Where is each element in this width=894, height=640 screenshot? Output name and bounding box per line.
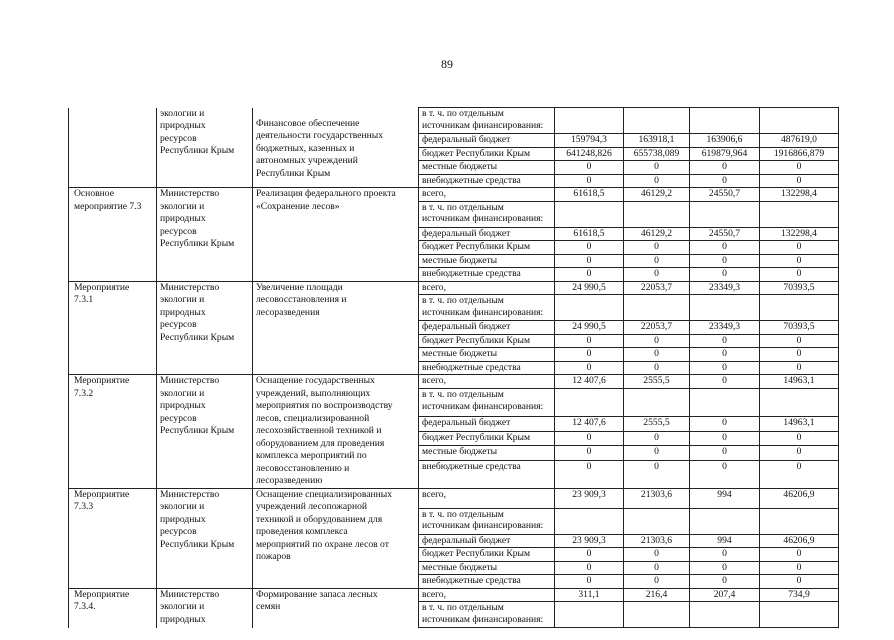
value-2023-cell: 0 <box>624 334 690 348</box>
funding-source-cell: в т. ч. по отдельным источникам финансирования: <box>419 389 555 417</box>
value-total-cell: 0 <box>760 548 839 562</box>
value-2023-cell: 0 <box>624 561 690 575</box>
value-2024-cell <box>690 602 760 628</box>
value-2023-cell: 0 <box>624 268 690 282</box>
value-2024-cell: 0 <box>690 561 760 575</box>
value-2023-cell: 0 <box>624 575 690 589</box>
value-total-cell: 70393,5 <box>760 281 839 295</box>
table-row <box>69 108 839 134</box>
value-2024-cell: 0 <box>690 334 760 348</box>
table-row <box>69 188 839 202</box>
value-total-cell: 0 <box>760 254 839 268</box>
value-2024-cell: 163906,6 <box>690 134 760 148</box>
value-2022-cell: 0 <box>555 575 624 589</box>
value-total-cell: 0 <box>760 348 839 362</box>
funding-source-cell: внебюджетные средства <box>419 460 555 488</box>
funding-source-cell: федеральный бюджет <box>419 134 555 148</box>
value-total-cell: 0 <box>760 268 839 282</box>
value-2024-cell: 0 <box>690 254 760 268</box>
value-2022-cell: 23 909,3 <box>555 534 624 548</box>
value-2022-cell: 159794,3 <box>555 134 624 148</box>
block-description: Оснащение государственных учреждений, выполняющих мероприятия по воспроизводству лесов, специализированной лесохозяйственной техникой и оборудованием для проведения комплекса мероприятий по лесовосстановлению и лесоразведению <box>253 375 419 489</box>
value-total-cell: 0 <box>760 161 839 175</box>
block-description: Финансовое обеспечение деятельности государственных бюджетных, казенных и автономных учреждений Республики Крым <box>253 108 419 188</box>
funding-source-cell: в т. ч. по отдельным источникам финансирования: <box>419 108 555 134</box>
value-2022-cell: 61618,5 <box>555 188 624 202</box>
value-2022-cell: 12 407,6 <box>555 375 624 389</box>
value-total-cell: 70393,5 <box>760 321 839 335</box>
value-2022-cell: 0 <box>555 161 624 175</box>
funding-source-cell: федеральный бюджет <box>419 321 555 335</box>
value-2024-cell: 23349,3 <box>690 321 760 335</box>
block-executor: Министерство экологии и природных ресурсов Республики Крым <box>157 488 253 588</box>
value-total-cell: 0 <box>760 446 839 460</box>
value-total-cell: 14963,1 <box>760 375 839 389</box>
table-row <box>69 281 839 295</box>
block-description: Оснащение специализированных учреждений лесопожарной техникой и оборудованием для проведения комплекса мероприятий по охране лесов от пожаров <box>253 488 419 588</box>
value-2023-cell: 0 <box>624 161 690 175</box>
funding-source-cell: федеральный бюджет <box>419 417 555 431</box>
value-2023-cell: 0 <box>624 361 690 375</box>
value-2022-cell <box>555 201 624 227</box>
value-2024-cell: 0 <box>690 431 760 445</box>
value-2022-cell: 311,1 <box>555 588 624 602</box>
value-total-cell: 0 <box>760 575 839 589</box>
funding-source-cell: бюджет Республики Крым <box>419 334 555 348</box>
value-2022-cell: 0 <box>555 460 624 488</box>
value-2023-cell: 46129,2 <box>624 227 690 241</box>
value-total-cell <box>760 508 839 534</box>
value-2022-cell: 12 407,6 <box>555 417 624 431</box>
value-total-cell: 14963,1 <box>760 417 839 431</box>
value-2022-cell: 0 <box>555 361 624 375</box>
funding-source-cell: бюджет Республики Крым <box>419 241 555 255</box>
block-executor: экологии и природных ресурсов Республики Крым <box>157 108 253 188</box>
value-2022-cell: 0 <box>555 548 624 562</box>
value-2022-cell: 0 <box>555 268 624 282</box>
funding-source-cell: местные бюджеты <box>419 348 555 362</box>
value-2023-cell: 0 <box>624 241 690 255</box>
funding-source-cell: внебюджетные средства <box>419 268 555 282</box>
value-total-cell: 0 <box>760 241 839 255</box>
value-2024-cell: 0 <box>690 417 760 431</box>
funding-source-cell: в т. ч. по отдельным источникам финансирования: <box>419 602 555 628</box>
block-event-label <box>69 108 157 188</box>
block-event-label: Мероприятие 7.3.1 <box>69 281 157 375</box>
value-2022-cell: 0 <box>555 561 624 575</box>
table-row <box>69 588 839 602</box>
page-number: 89 <box>441 57 453 71</box>
value-2024-cell: 207,4 <box>690 588 760 602</box>
value-2023-cell: 0 <box>624 431 690 445</box>
value-2023-cell: 22053,7 <box>624 281 690 295</box>
funding-source-cell: местные бюджеты <box>419 161 555 175</box>
block-description: Формирование запаса лесных семян <box>253 588 419 628</box>
value-2023-cell: 21303,6 <box>624 534 690 548</box>
value-total-cell <box>760 201 839 227</box>
value-2024-cell: 24550,7 <box>690 227 760 241</box>
value-2023-cell: 655738,089 <box>624 147 690 161</box>
value-2024-cell: 0 <box>690 241 760 255</box>
value-total-cell: 132298,4 <box>760 227 839 241</box>
value-2023-cell <box>624 602 690 628</box>
value-2024-cell: 994 <box>690 488 760 508</box>
value-2022-cell <box>555 602 624 628</box>
table-row <box>69 488 839 508</box>
funding-source-cell: всего, <box>419 375 555 389</box>
funding-source-cell: внебюджетные средства <box>419 575 555 589</box>
value-2024-cell <box>690 389 760 417</box>
value-2024-cell: 24550,7 <box>690 188 760 202</box>
funding-source-cell: бюджет Республики Крым <box>419 147 555 161</box>
funding-source-cell: в т. ч. по отдельным источникам финансирования: <box>419 201 555 227</box>
value-total-cell: 1916866,879 <box>760 147 839 161</box>
funding-source-cell: бюджет Республики Крым <box>419 548 555 562</box>
funding-source-cell: всего, <box>419 588 555 602</box>
block-executor: Министерство экологии и природных ресурсов Республики Крым <box>157 375 253 489</box>
value-2024-cell: 0 <box>690 268 760 282</box>
value-2024-cell: 619879,964 <box>690 147 760 161</box>
value-total-cell <box>760 108 839 134</box>
block-description: Реализация федерального проекта «Сохранение лесов» <box>253 188 419 282</box>
value-2023-cell <box>624 108 690 134</box>
funding-source-cell: в т. ч. по отдельным источникам финансирования: <box>419 508 555 534</box>
value-total-cell: 46206,9 <box>760 488 839 508</box>
value-2024-cell: 0 <box>690 548 760 562</box>
value-2024-cell <box>690 508 760 534</box>
value-2022-cell: 641248,826 <box>555 147 624 161</box>
funding-source-cell: в т. ч. по отдельным источникам финансирования: <box>419 295 555 321</box>
value-2022-cell: 0 <box>555 348 624 362</box>
block-event-label: Основное мероприятие 7.3 <box>69 188 157 282</box>
block-event-label: Мероприятие 7.3.4. <box>69 588 157 628</box>
value-2022-cell: 0 <box>555 241 624 255</box>
block-description: Увеличение площади лесовосстановления и лесоразведения <box>253 281 419 375</box>
value-2024-cell: 0 <box>690 460 760 488</box>
value-2024-cell: 0 <box>690 446 760 460</box>
value-2024-cell: 0 <box>690 361 760 375</box>
value-2022-cell: 0 <box>555 431 624 445</box>
value-2024-cell: 0 <box>690 375 760 389</box>
value-2022-cell: 24 990,5 <box>555 281 624 295</box>
table-row <box>69 375 839 389</box>
value-total-cell <box>760 389 839 417</box>
value-total-cell: 734,9 <box>760 588 839 602</box>
value-2022-cell <box>555 295 624 321</box>
value-2023-cell <box>624 201 690 227</box>
block-executor: Министерство экологии и природных <box>157 588 253 628</box>
value-2023-cell: 21303,6 <box>624 488 690 508</box>
value-2023-cell: 22053,7 <box>624 321 690 335</box>
value-2022-cell <box>555 108 624 134</box>
value-2023-cell: 0 <box>624 460 690 488</box>
value-2024-cell: 0 <box>690 575 760 589</box>
value-2022-cell: 24 990,5 <box>555 321 624 335</box>
block-event-label: Мероприятие 7.3.3 <box>69 488 157 588</box>
funding-source-cell: бюджет Республики Крым <box>419 431 555 445</box>
value-2024-cell <box>690 201 760 227</box>
value-2023-cell: 216,4 <box>624 588 690 602</box>
value-2023-cell: 46129,2 <box>624 188 690 202</box>
value-total-cell: 0 <box>760 334 839 348</box>
funding-source-cell: местные бюджеты <box>419 446 555 460</box>
value-total-cell: 487619,0 <box>760 134 839 148</box>
funding-source-cell: всего, <box>419 281 555 295</box>
value-2023-cell: 0 <box>624 254 690 268</box>
value-2024-cell: 0 <box>690 348 760 362</box>
funding-source-cell: федеральный бюджет <box>419 534 555 548</box>
value-2022-cell <box>555 389 624 417</box>
value-2023-cell: 0 <box>624 548 690 562</box>
funding-source-cell: всего, <box>419 188 555 202</box>
value-2022-cell: 0 <box>555 446 624 460</box>
value-2023-cell <box>624 389 690 417</box>
value-total-cell <box>760 295 839 321</box>
value-2024-cell: 0 <box>690 161 760 175</box>
value-2022-cell: 0 <box>555 254 624 268</box>
value-2023-cell: 0 <box>624 446 690 460</box>
value-2022-cell: 61618,5 <box>555 227 624 241</box>
value-2023-cell: 163918,1 <box>624 134 690 148</box>
value-total-cell: 46206,9 <box>760 534 839 548</box>
value-2022-cell: 23 909,3 <box>555 488 624 508</box>
value-2022-cell: 0 <box>555 334 624 348</box>
value-2024-cell: 23349,3 <box>690 281 760 295</box>
value-2023-cell: 0 <box>624 174 690 188</box>
value-2023-cell: 2555,5 <box>624 375 690 389</box>
block-executor: Министерство экологии и природных ресурсов Республики Крым <box>157 281 253 375</box>
value-total-cell <box>760 602 839 628</box>
value-total-cell: 0 <box>760 431 839 445</box>
value-2024-cell <box>690 295 760 321</box>
value-total-cell: 0 <box>760 460 839 488</box>
value-2022-cell <box>555 508 624 534</box>
value-2023-cell <box>624 295 690 321</box>
funding-source-cell: местные бюджеты <box>419 561 555 575</box>
funding-source-cell: внебюджетные средства <box>419 361 555 375</box>
value-2023-cell: 2555,5 <box>624 417 690 431</box>
value-2023-cell <box>624 508 690 534</box>
value-total-cell: 0 <box>760 561 839 575</box>
funding-source-cell: местные бюджеты <box>419 254 555 268</box>
block-executor: Министерство экологии и природных ресурсов Республики Крым <box>157 188 253 282</box>
value-2024-cell: 0 <box>690 174 760 188</box>
funding-source-cell: внебюджетные средства <box>419 174 555 188</box>
financing-table <box>68 107 839 628</box>
value-2024-cell: 994 <box>690 534 760 548</box>
value-2024-cell <box>690 108 760 134</box>
value-total-cell: 132298,4 <box>760 188 839 202</box>
funding-source-cell: всего, <box>419 488 555 508</box>
funding-source-cell: федеральный бюджет <box>419 227 555 241</box>
value-total-cell: 0 <box>760 361 839 375</box>
value-2022-cell: 0 <box>555 174 624 188</box>
block-event-label: Мероприятие 7.3.2 <box>69 375 157 489</box>
value-2023-cell: 0 <box>624 348 690 362</box>
value-total-cell: 0 <box>760 174 839 188</box>
